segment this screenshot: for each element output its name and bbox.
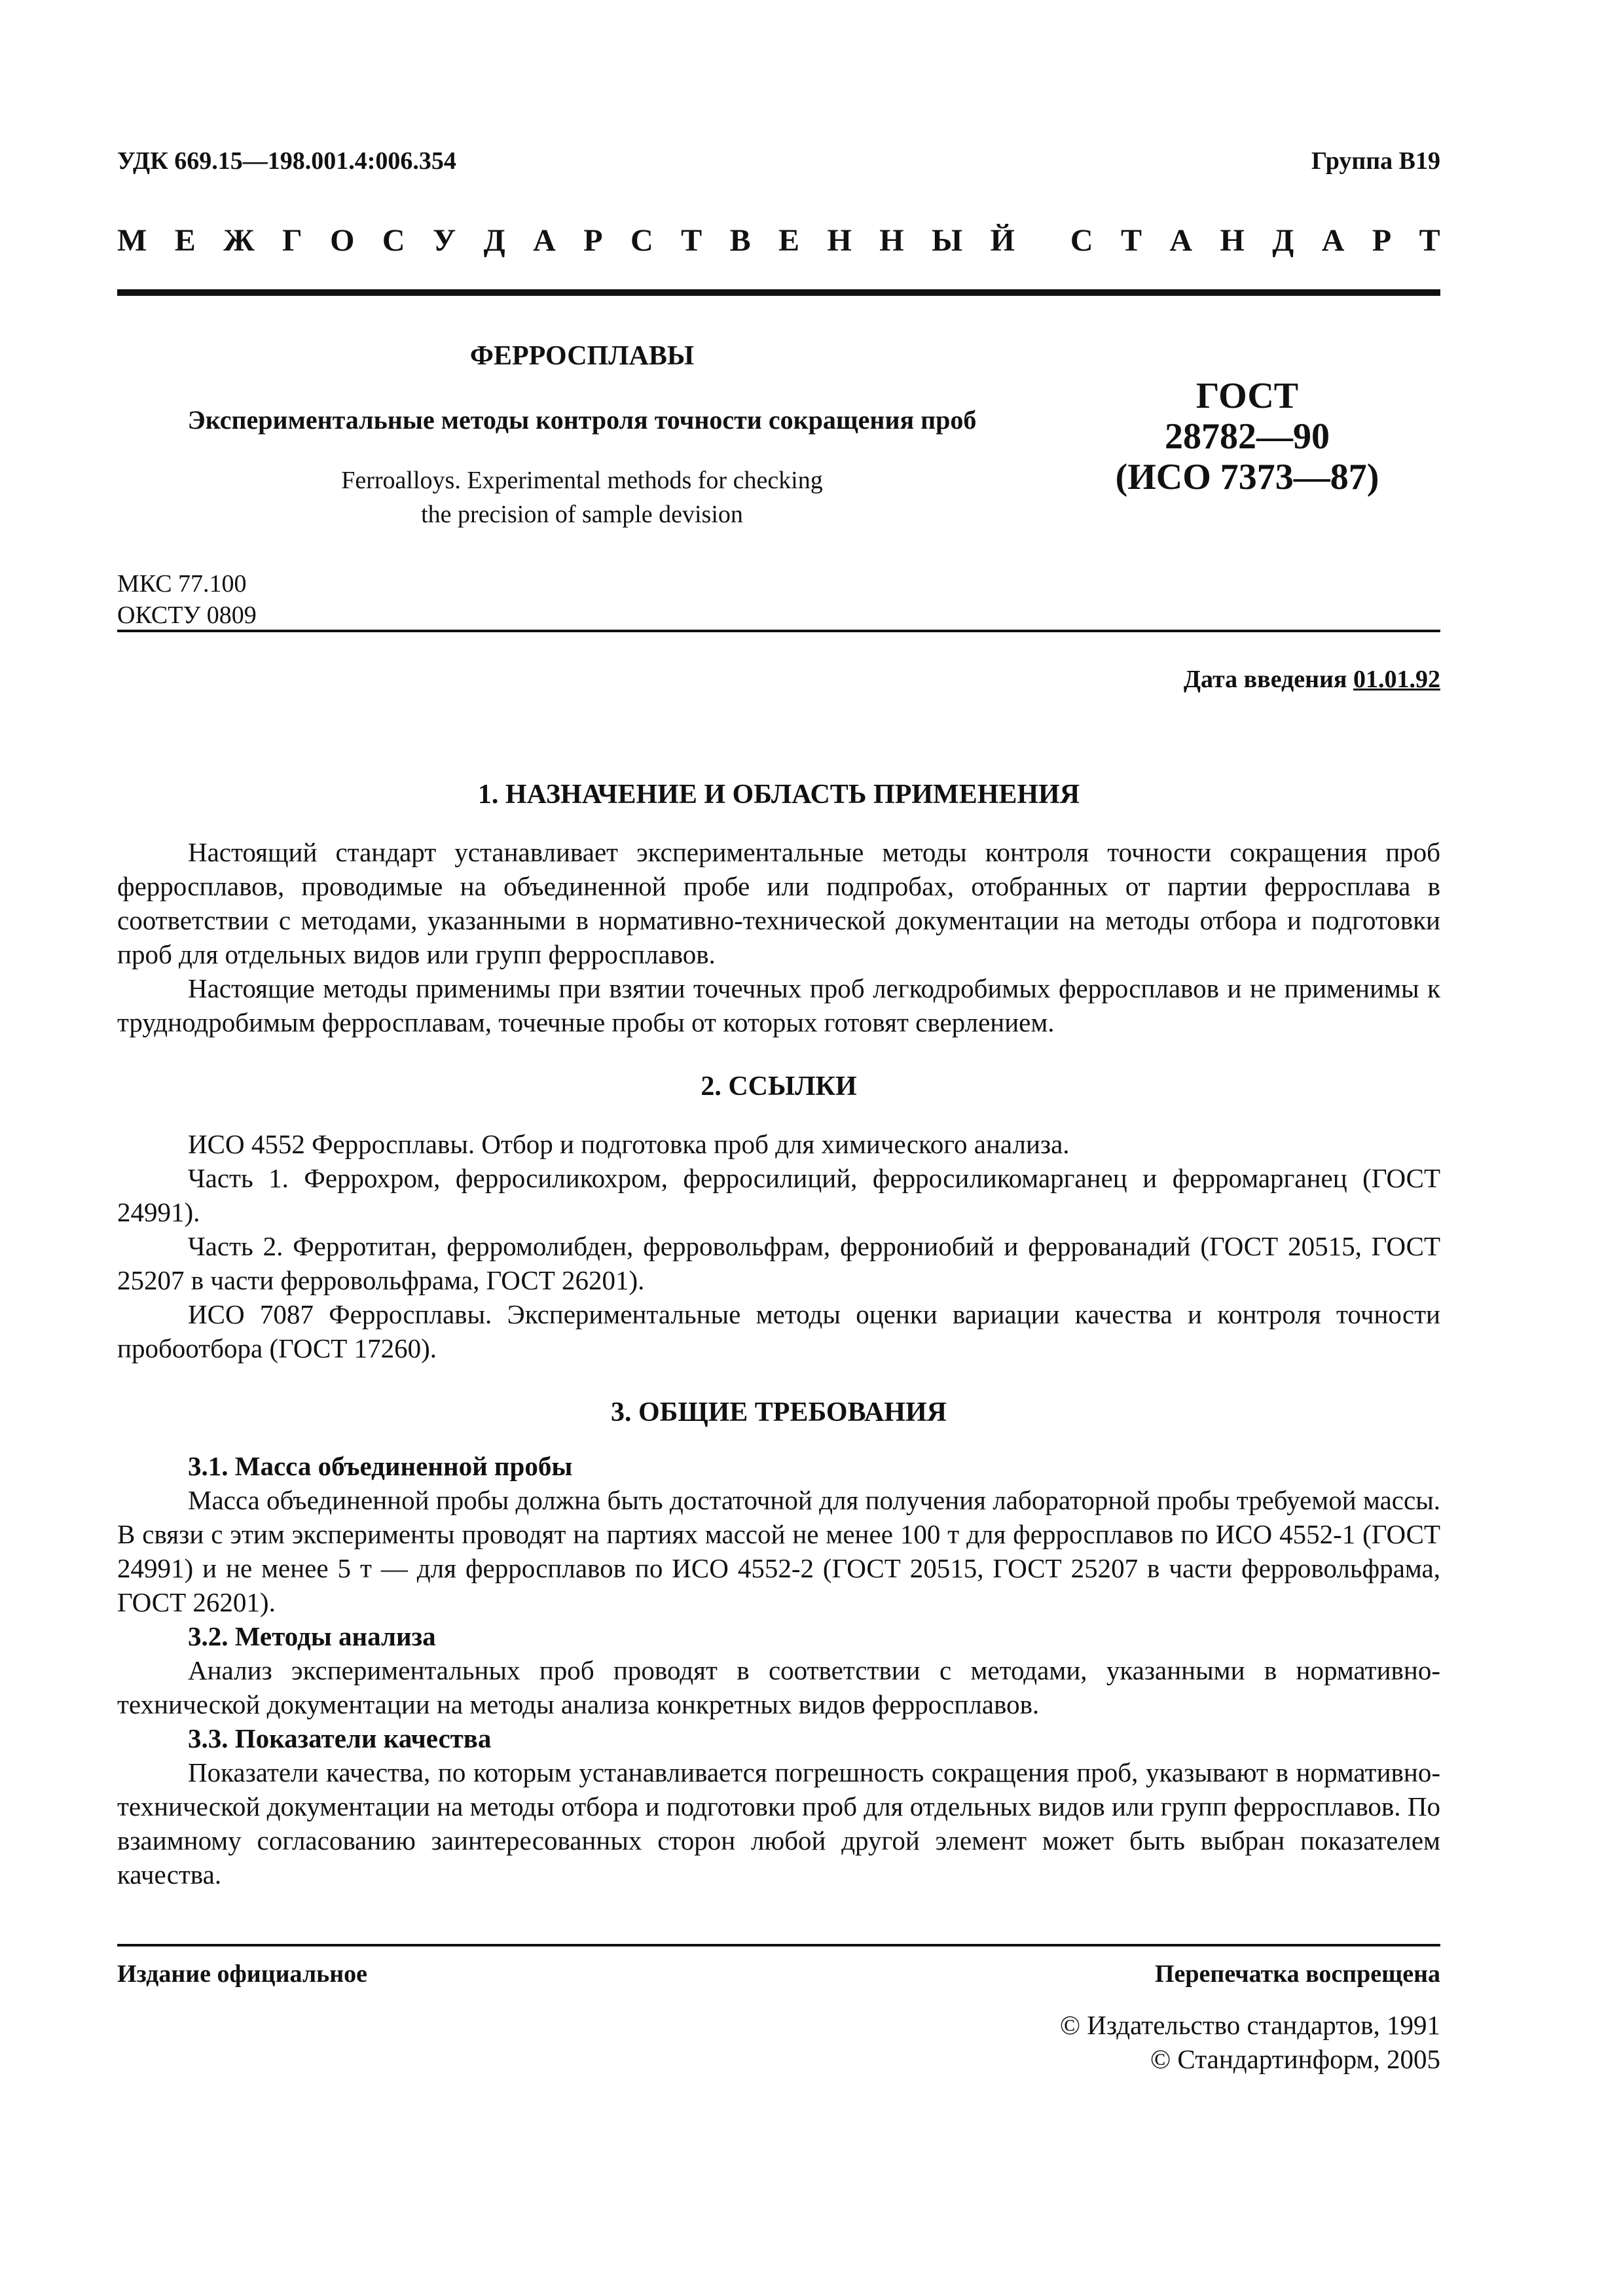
subsection-text: Масса объединенной пробы должна быть достаточной для получения лабораторной пробы требуемой массы. В связи с этим эксперименты проводят на партиях массой не менее 100 т для ферросплавов по ИСО 4552-1 (ГОСТ 24991) и не менее 5 т — для ферросплавов по ИСО 4552-2 (ГОСТ 20515, ГОСТ 25207 в части ферровольфрама, ГОСТ 26201). <box>117 1485 1440 1617</box>
footer-divider <box>117 1944 1440 1946</box>
banner-letter: Ж <box>223 223 255 258</box>
banner-letter: С <box>382 223 405 258</box>
english-title <box>117 463 1047 531</box>
copyright-block <box>1060 2008 1440 2076</box>
subsection-title: 3.2. Методы анализа <box>188 1621 436 1651</box>
banner-letter: Р <box>583 223 603 258</box>
gost-number: 28782—90 <box>1165 416 1330 457</box>
section1-paragraph: Настоящие методы применимы при взятии точечных проб легкодробимых ферросплавов и не применимы к труднодробимым ферросплавам, точечные пробы от которых готовят сверлением. <box>117 973 1440 1037</box>
document-subtitle: Экспериментальные методы контроля точности сокращения проб <box>187 405 977 435</box>
gost-designation <box>1054 376 1440 497</box>
section2-body <box>117 1127 1440 1365</box>
banner-letter: Р <box>1372 223 1392 258</box>
english-title-line2: the precision of sample devision <box>421 501 743 528</box>
banner-letter: Ы <box>932 223 963 258</box>
mks-code: МКС 77.100 <box>117 570 247 598</box>
banner-letter: Т <box>1419 223 1440 258</box>
banner-letter: Е <box>174 223 196 258</box>
copyright-line: © Издательство стандартов, 1991 <box>1059 2010 1440 2040</box>
banner-letter: Д <box>1272 223 1294 258</box>
banner-letter: О <box>330 223 355 258</box>
section1-body <box>117 835 1440 1039</box>
banner-letter: Н <box>879 223 904 258</box>
section2-paragraph: Часть 1. Феррохром, ферросиликохром, ферросилиций, ферросиликомарганец и ферромарганец (ГОСТ 24991). <box>117 1163 1440 1227</box>
classification-divider <box>117 630 1440 632</box>
okstu-code: ОКСТУ 0809 <box>117 601 257 629</box>
banner-letter: Т <box>681 223 702 258</box>
effective-date-label: Дата введения <box>1183 666 1347 693</box>
copyright-line: © Стандартинформ, 2005 <box>1150 2044 1440 2074</box>
subsection-text: Показатели качества, по которым устанавливается погрешность сокращения проб, указывают в нормативно-технической документации на методы отбора и подготовки проб для отдельных видов или групп ферросплавов. По взаимному согласованию заинтересованных сторон любой другой элемент может быть выбран показателем качества. <box>117 1757 1440 1890</box>
banner-letter: М <box>117 223 147 258</box>
effective-date-value: 01.01.92 <box>1353 666 1440 693</box>
banner-letter: У <box>432 223 456 258</box>
section1-heading: 1. НАЗНАЧЕНИЕ И ОБЛАСТЬ ПРИМЕНЕНИЯ <box>477 780 1080 810</box>
section1-paragraph: Настоящий стандарт устанавливает экспериментальные методы контроля точности сокращения проб ферросплавов, проводимые на объединенной пробе или подпробах, отобранных от партии ферросплава в соответствии с методами, указанными в нормативно-технической документации на методы отбора и подготовки проб для отдельных видов или групп ферросплавов. <box>117 837 1440 969</box>
effective-date <box>1184 665 1440 694</box>
banner-letter: А <box>533 223 556 258</box>
banner-letter: Й <box>990 223 1015 258</box>
banner-letter: А <box>1169 223 1193 258</box>
section2-paragraph: ИСО 7087 Ферросплавы. Экспериментальные методы оценки вариации качества и контроля точности пробоотбора (ГОСТ 17260). <box>117 1299 1440 1363</box>
english-title-line1: Ferroalloys. Experimental methods for checking <box>341 467 823 494</box>
section3-heading: 3. ОБЩИЕ ТРЕБОВАНИЯ <box>611 1397 947 1427</box>
subsection-text: Анализ экспериментальных проб проводят в соответствии с методами, указанными в нормативно-технической документации на методы анализа конкретных видов ферросплавов. <box>117 1655 1440 1719</box>
classification-codes <box>117 568 257 631</box>
banner-letter: В <box>729 223 751 258</box>
section2-paragraph: Часть 2. Ферротитан, ферромолибден, ферровольфрам, феррониобий и феррованадий (ГОСТ 20515, ГОСТ 25207 в части ферровольфрама, ГОСТ 26201). <box>117 1231 1440 1295</box>
header-divider <box>117 289 1440 296</box>
subsection-title: 3.3. Показатели качества <box>188 1723 492 1753</box>
banner-letter: Т <box>1120 223 1142 258</box>
section2-heading: 2. ССЫЛКИ <box>701 1071 857 1102</box>
banner-letter: Н <box>1220 223 1245 258</box>
banner-letter: Д <box>483 223 505 258</box>
banner-letter: С <box>1070 223 1093 258</box>
banner-letter: Г <box>282 223 302 258</box>
document-title: ФЕРРОСПЛАВЫ <box>469 341 695 371</box>
iso-number: (ИСО 7373—87) <box>1115 457 1379 497</box>
section3-body <box>117 1449 1440 1892</box>
official-edition-label: Издание официальное <box>117 1960 368 1988</box>
section2-paragraph: ИСО 4552 Ферросплавы. Отбор и подготовка проб для химического анализа. <box>188 1129 1070 1159</box>
udk-code: УДК 669.15—198.001.4:006.354 <box>117 147 456 175</box>
gost-label: ГОСТ <box>1195 376 1299 416</box>
banner-letter: Н <box>827 223 852 258</box>
banner-letter: А <box>1321 223 1345 258</box>
group-code: Группа В19 <box>1311 147 1440 175</box>
subsection-title: 3.1. Масса объединенной пробы <box>188 1451 573 1481</box>
reprint-prohibited-label: Перепечатка воспрещена <box>1154 1960 1440 1988</box>
standard-type-banner <box>117 223 1440 259</box>
banner-letter: С <box>630 223 653 258</box>
banner-letter: Е <box>778 223 800 258</box>
